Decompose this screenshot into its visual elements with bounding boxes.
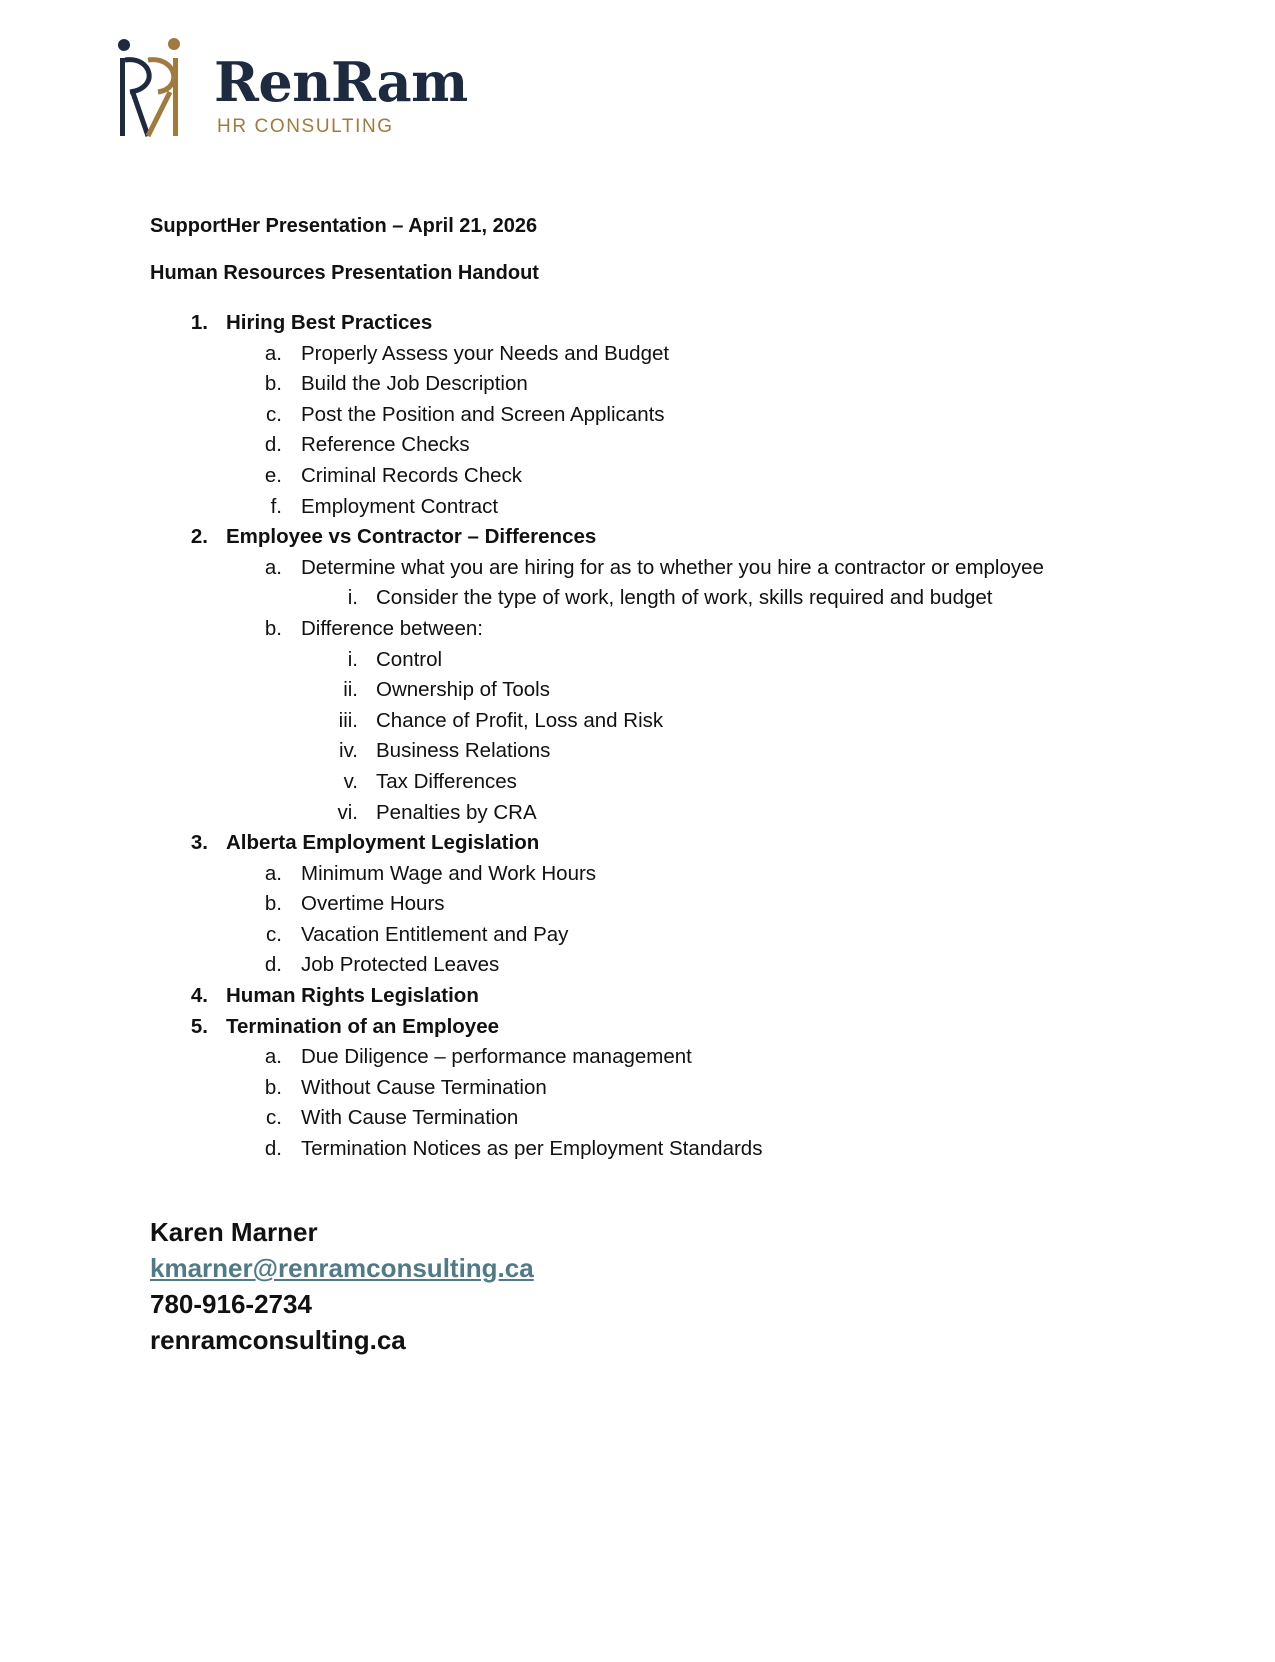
outline-item-level-2 [0, 553, 1275, 584]
outline-item-level-2 [0, 339, 1275, 370]
outline-marker: 5. [190, 1014, 208, 1038]
outline-text: Tax Differences [376, 769, 517, 793]
outline-item-level-2 [0, 920, 1275, 951]
outline-marker: c. [266, 402, 282, 426]
outline-text: Reference Checks [301, 433, 470, 457]
outline-text: Vacation Entitlement and Pay [301, 922, 569, 946]
contact-block [150, 1214, 534, 1358]
outline-marker: iv. [339, 739, 358, 763]
outline-item-level-2 [0, 369, 1275, 400]
outline-text: Determine what you are hiring for as to whether you hire a contractor or employee [301, 555, 1044, 579]
document-subtitle: Human Resources Presentation Handout [150, 262, 539, 284]
outline-marker: e. [264, 463, 282, 487]
outline-item-level-2 [0, 1134, 1275, 1165]
outline-item-level-3 [0, 706, 1275, 737]
outline-marker: b. [264, 616, 282, 640]
outline-item-level-2 [0, 889, 1275, 920]
company-logo [118, 36, 478, 140]
outline-item-level-3 [0, 583, 1275, 614]
outline-marker: d. [264, 433, 282, 457]
agenda-outline [0, 308, 1275, 1165]
outline-marker: v. [343, 769, 358, 793]
outline-item-level-2 [0, 1073, 1275, 1104]
outline-text: Chance of Profit, Loss and Risk [376, 708, 664, 732]
outline-item-level-2 [0, 950, 1275, 981]
outline-text: Overtime Hours [301, 892, 445, 916]
outline-marker: c. [266, 1106, 282, 1130]
outline-item-level-3 [0, 675, 1275, 706]
outline-item-level-2 [0, 461, 1275, 492]
outline-text: Termination Notices as per Employment Standards [301, 1137, 763, 1161]
contact-name: Karen Marner [150, 1217, 318, 1247]
outline-text: Minimum Wage and Work Hours [301, 861, 597, 885]
outline-text: Penalties by CRA [376, 800, 537, 824]
logo-tagline: HR CONSULTING [217, 116, 394, 137]
outline-text: Properly Assess your Needs and Budget [301, 341, 670, 365]
outline-marker: a. [264, 1045, 282, 1069]
outline-marker: c. [266, 922, 282, 946]
outline-marker: 1. [190, 311, 208, 334]
outline-item-level-2 [0, 492, 1275, 523]
outline-text: Criminal Records Check [301, 463, 523, 487]
outline-item-level-2 [0, 400, 1275, 431]
outline-marker: f. [270, 494, 282, 518]
outline-text: Control [376, 647, 443, 671]
outline-marker: d. [264, 953, 282, 977]
outline-marker: b. [264, 892, 282, 916]
outline-item-level-1 [0, 981, 1275, 1012]
outline-text: Post the Position and Screen Applicants [301, 402, 665, 426]
outline-marker: b. [264, 372, 282, 396]
outline-text: Job Protected Leaves [301, 953, 500, 977]
outline-marker: a. [264, 861, 282, 885]
outline-marker: i. [347, 586, 358, 610]
outline-item-level-1 [0, 1012, 1275, 1043]
outline-marker: iii. [338, 708, 358, 732]
logo-wordmark: RenRam [214, 50, 468, 114]
outline-marker: i. [347, 647, 358, 671]
contact-email-link[interactable]: kmarner@renramconsulting.ca [150, 1253, 534, 1283]
outline-item-level-1 [0, 522, 1275, 553]
outline-item-level-2 [0, 430, 1275, 461]
outline-marker: 3. [190, 831, 208, 855]
outline-item-level-3 [0, 767, 1275, 798]
outline-marker: a. [264, 341, 282, 365]
outline-item-level-1 [0, 828, 1275, 859]
outline-marker: 4. [190, 984, 208, 1008]
outline-text: Build the Job Description [301, 372, 528, 396]
outline-text: Consider the type of work, length of work, skills required and budget [376, 586, 993, 610]
outline-text: Due Diligence – performance management [301, 1045, 692, 1069]
outline-item-level-2 [0, 1103, 1275, 1134]
outline-item-level-1 [0, 308, 1275, 339]
contact-phone: 780-916-2734 [150, 1289, 312, 1319]
outline-text: Hiring Best Practices [226, 311, 433, 334]
outline-item-level-2 [0, 1042, 1275, 1073]
outline-marker: vi. [337, 800, 358, 824]
renram-monogram-icon [118, 36, 192, 140]
outline-text: Human Rights Legislation [226, 984, 479, 1008]
document-title: SupportHer Presentation – April 21, 2026 [150, 215, 538, 237]
outline-item-level-2 [0, 859, 1275, 890]
outline-text: Difference between: [301, 616, 483, 640]
outline-text: Ownership of Tools [376, 678, 550, 702]
outline-item-level-3 [0, 736, 1275, 767]
outline-marker: a. [264, 555, 282, 579]
contact-website: renramconsulting.ca [150, 1325, 406, 1355]
outline-text: Employee vs Contractor – Differences [226, 525, 597, 549]
outline-text: Alberta Employment Legislation [226, 831, 540, 855]
outline-text: Without Cause Termination [301, 1075, 547, 1099]
outline-item-level-3 [0, 645, 1275, 676]
outline-text: Business Relations [376, 739, 551, 763]
outline-item-level-3 [0, 798, 1275, 829]
outline-marker: 2. [190, 525, 208, 549]
outline-marker: ii. [343, 678, 358, 702]
outline-text: With Cause Termination [301, 1106, 519, 1130]
outline-marker: b. [264, 1075, 282, 1099]
outline-text: Termination of an Employee [226, 1014, 499, 1038]
outline-text: Employment Contract [301, 494, 499, 518]
outline-marker: d. [264, 1137, 282, 1161]
outline-item-level-2 [0, 614, 1275, 645]
